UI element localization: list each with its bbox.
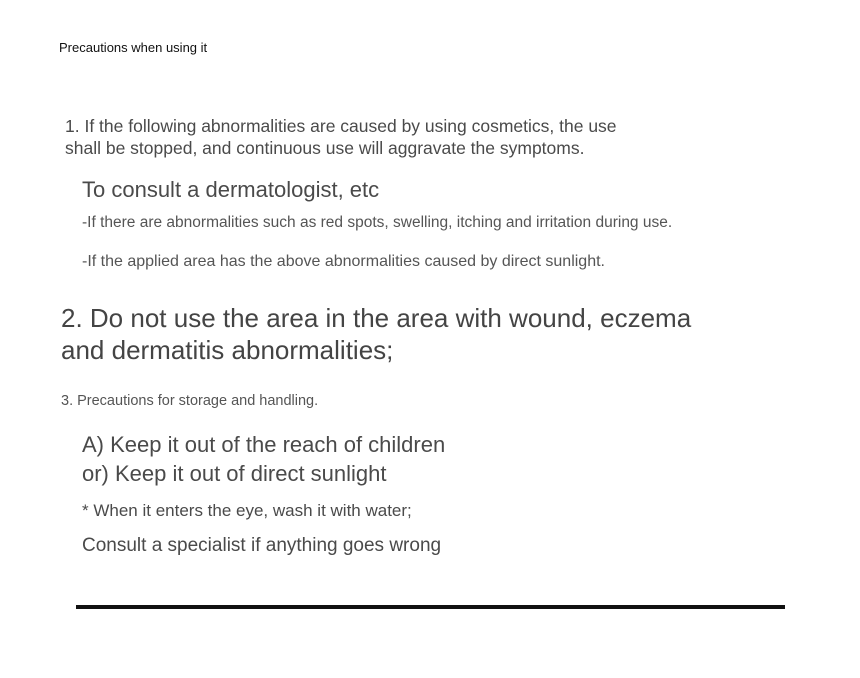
page-title: Precautions when using it — [59, 40, 208, 55]
precaution-item-1-line-2: shall be stopped, and continuous use will aggravate the symptoms. — [65, 138, 585, 158]
precaution-item-1 — [65, 115, 665, 159]
precaution-item-1-line-1: 1. If the following abnormalities are caused by using cosmetics, the use — [65, 116, 617, 136]
abnormality-bullet-1: -If there are abnormalities such as red spots, swelling, itching and irritation during use. — [82, 214, 673, 231]
precaution-item-2 — [61, 302, 721, 366]
storage-instructions — [82, 430, 445, 488]
precaution-item-3: 3. Precautions for storage and handling. — [61, 393, 319, 409]
eye-contact-note: * When it enters the eye, wash it with water; — [82, 501, 412, 520]
storage-instruction-sunlight: or) Keep it out of direct sunlight — [82, 461, 387, 486]
precaution-item-2-line-2: and dermatitis abnormalities; — [61, 335, 394, 365]
bottom-divider — [76, 605, 785, 609]
consult-dermatologist-heading: To consult a dermatologist, etc — [82, 177, 380, 202]
precaution-item-2-line-1: 2. Do not use the area in the area with wound, eczema — [61, 303, 692, 333]
specialist-note: Consult a specialist if anything goes wrong — [82, 535, 442, 556]
abnormality-bullet-2: -If the applied area has the above abnormalities caused by direct sunlight. — [82, 253, 605, 270]
storage-instruction-children: A) Keep it out of the reach of children — [82, 432, 446, 457]
